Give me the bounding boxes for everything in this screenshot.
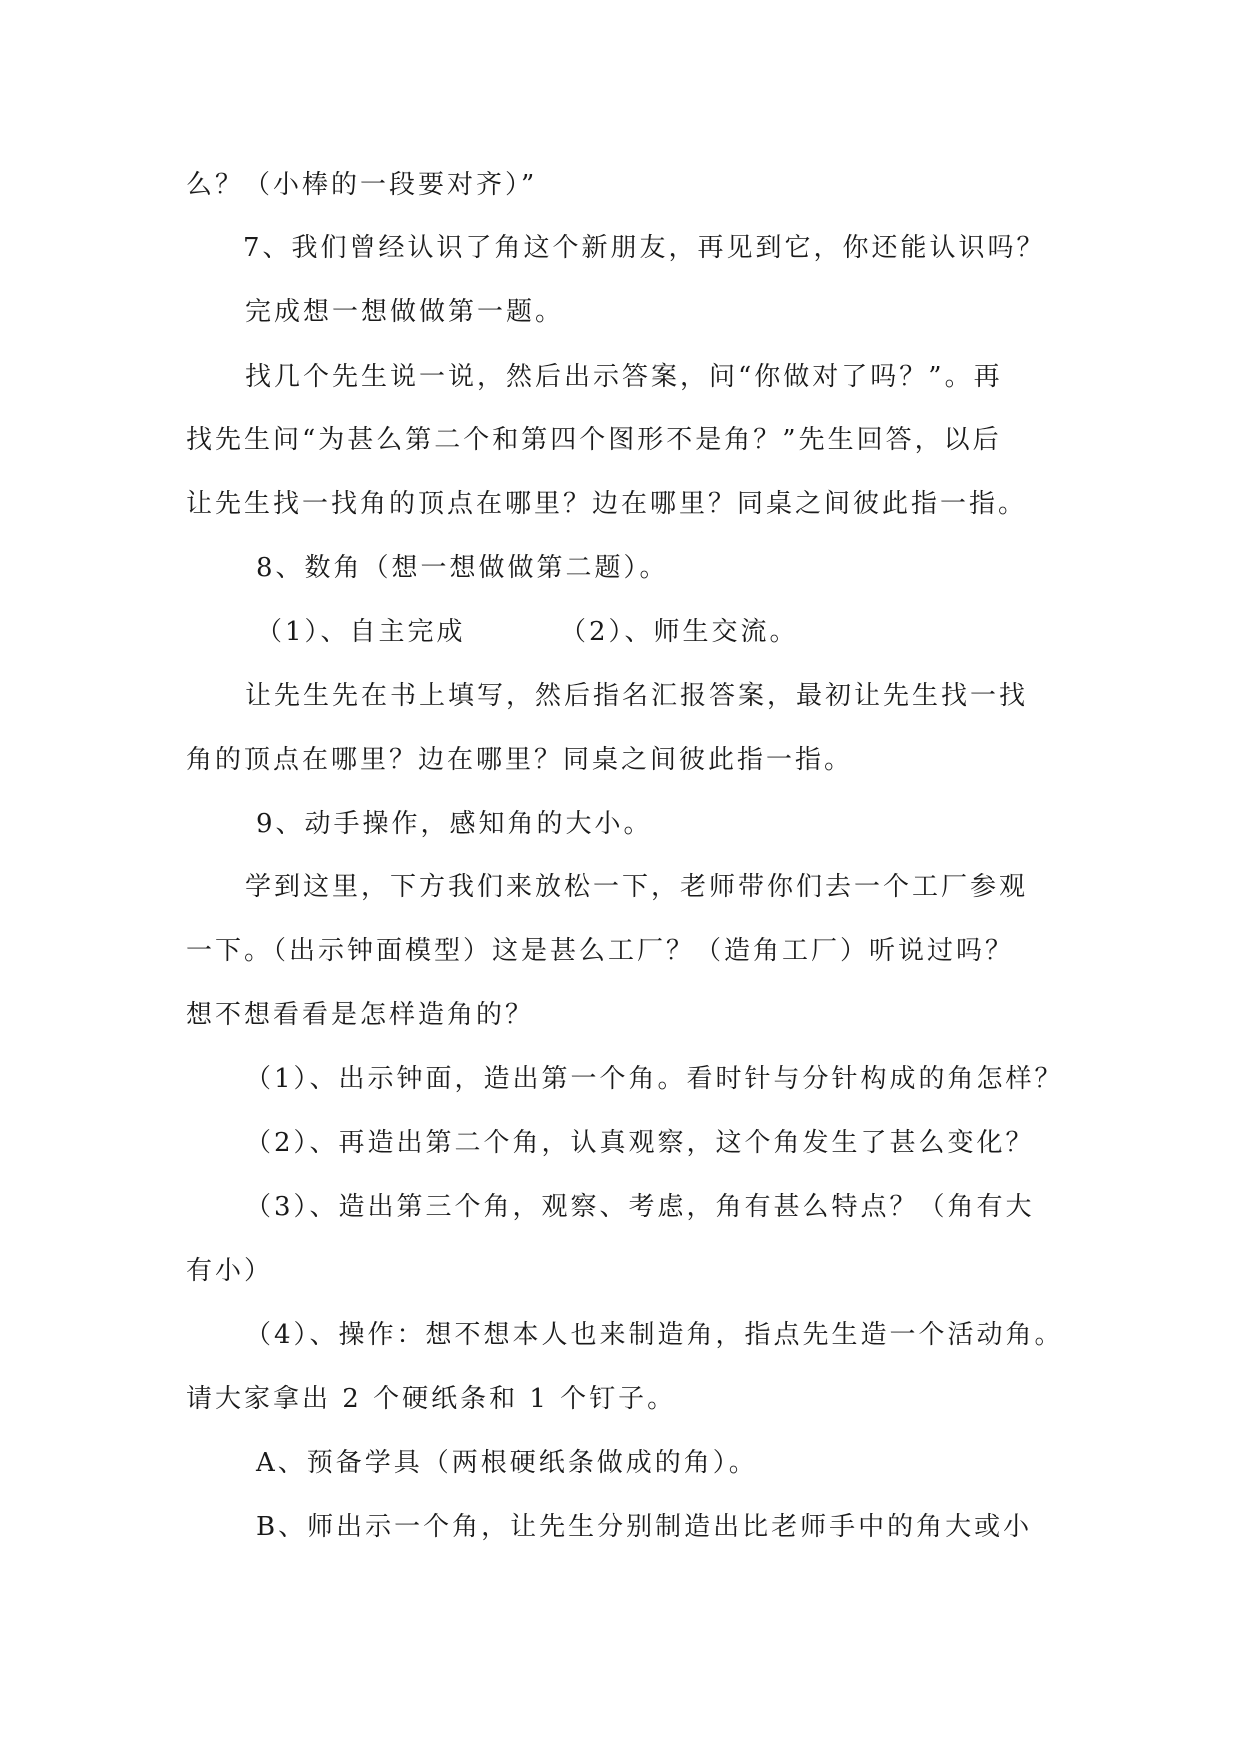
text-line-5: 找先生问“为甚么第二个和第四个图形不是角？”先生回答，以后	[186, 425, 1002, 455]
text-line-22: B、师出示一个角，让先生分别制造出比老师手中的角大或小	[256, 1512, 1033, 1542]
text-line-6: 让先生找一找角的顶点在哪里？边在哪里？同桌之间彼此指一指。	[186, 489, 1028, 519]
text-line-10: 角的顶点在哪里？边在哪里？同桌之间彼此指一指。	[186, 745, 854, 775]
text-line-2: 7、我们曾经认识了角这个新朋友，再见到它，你还能认识吗？	[243, 233, 1046, 263]
text-line-4: 找几个先生说一说，然后出示答案，问“你做对了吗？”。再	[245, 362, 1003, 392]
text-line-18: 有小）	[186, 1256, 274, 1286]
text-line-16: （2）、再造出第二个角，认真观察，这个角发生了甚么变化？	[245, 1128, 1035, 1158]
text-line-3: 完成想一想做做第一题。	[245, 297, 565, 327]
text-line-15: （1）、出示钟面，造出第一个角。看时针与分针构成的角怎样？	[245, 1064, 1064, 1094]
text-line-8a: （1）、自主完成	[256, 617, 466, 647]
text-line-7: 8、数角（想一想做做第二题）。	[256, 553, 669, 583]
text-line-17: （3）、造出第三个角，观察、考虑，角有甚么特点？（角有大	[245, 1192, 1035, 1222]
text-line-13: 一下。（出示钟面模型）这是甚么工厂？（造角工厂）听说过吗？	[186, 936, 1015, 966]
text-line-20: 请大家拿出 2 个硬纸条和 1 个钉子。	[186, 1384, 677, 1414]
text-line-14: 想不想看看是怎样造角的？	[186, 1000, 535, 1030]
text-line-21: A、预备学具（两根硬纸条做成的角）。	[256, 1448, 758, 1478]
text-line-8b: （2）、师生交流。	[560, 617, 799, 647]
text-line-19: （4）、操作：想不想本人也来制造角，指点先生造一个活动角。	[245, 1320, 1064, 1350]
text-line-11: 9、动手操作，感知角的大小。	[256, 809, 653, 839]
text-line-12: 学到这里，下方我们来放松一下，老师带你们去一个工厂参观	[245, 872, 1029, 902]
text-line-1: 么？（小棒的一段要对齐）”	[186, 170, 538, 200]
text-line-9: 让先生先在书上填写，然后指名汇报答案，最初让先生找一找	[245, 681, 1029, 711]
